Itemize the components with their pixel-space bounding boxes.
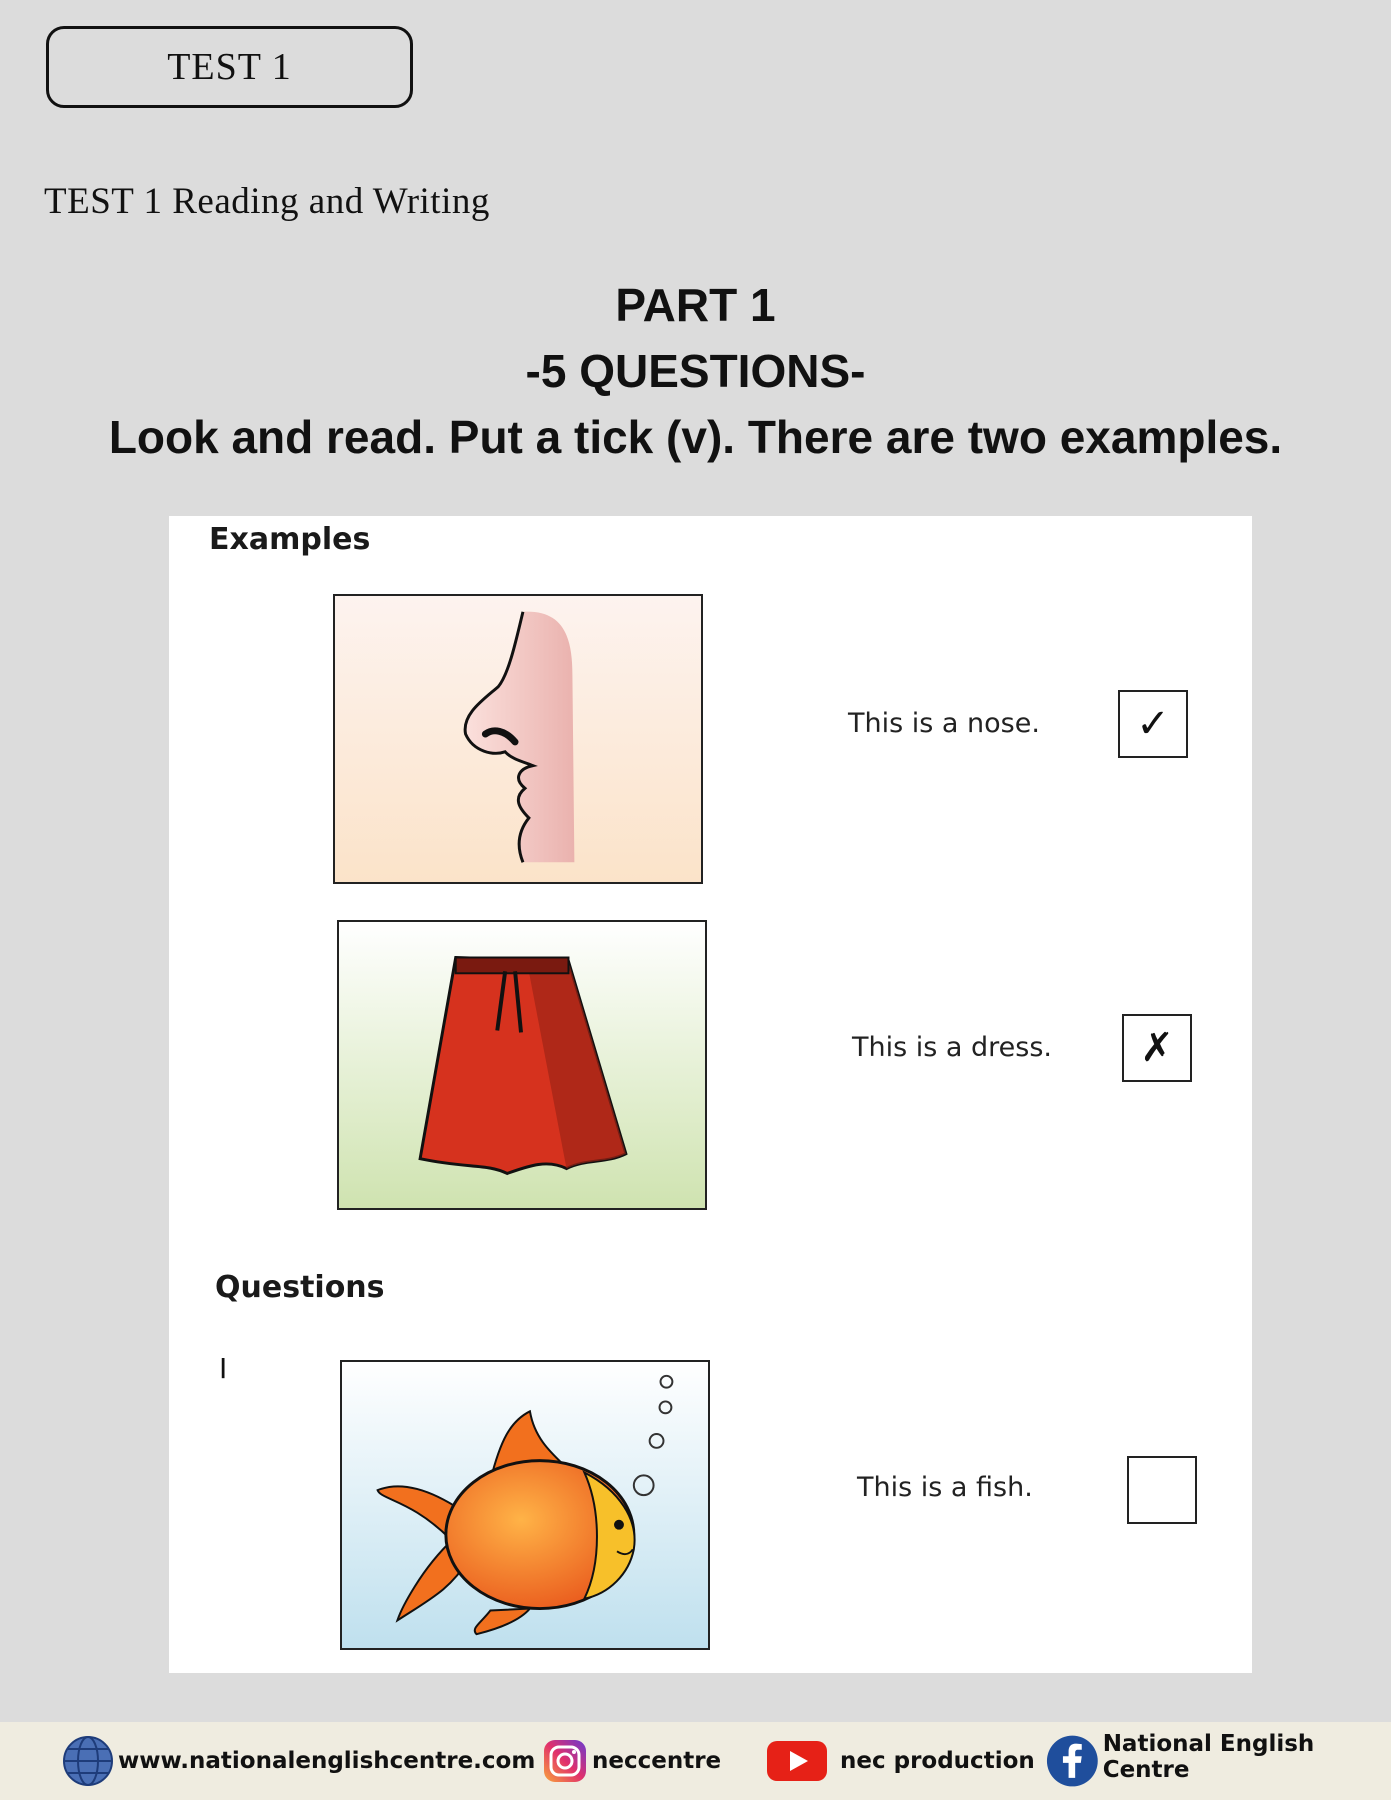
instagram-icon [542,1738,588,1784]
tick-mark-icon: ✓ [1136,701,1170,747]
youtube-icon [766,1739,828,1783]
globe-icon [62,1735,114,1787]
question-1-number: I [219,1352,228,1385]
part-title: PART 1 [615,279,776,331]
nose-picture [333,594,703,884]
footer-facebook[interactable] [1046,1722,1391,1800]
instagram-handle[interactable]: neccentre [592,1748,722,1774]
test-badge: TEST 1 [46,26,413,108]
website-link[interactable]: www.nationalenglishcentre.com [118,1748,536,1774]
question-count: -5 QUESTIONS- [525,345,866,397]
example-2-text: This is a dress. [852,1032,1053,1063]
example-1-text: This is a nose. [848,708,1040,739]
question-1-text: This is a fish. [857,1472,1033,1503]
test-subtitle: TEST 1 Reading and Writing [44,181,490,222]
youtube-channel[interactable]: nec production [840,1748,1035,1774]
questions-label: Questions [215,1270,385,1305]
fish-drawing [342,1362,708,1648]
fish-picture [340,1360,710,1650]
facebook-icon [1046,1733,1099,1789]
footer-bar [0,1722,1391,1800]
skirt-picture [337,920,707,1210]
nose-drawing [335,596,701,882]
facebook-page[interactable]: National English Centre [1102,1731,1315,1783]
question-1-tickbox[interactable] [1127,1456,1197,1524]
examples-label: Examples [209,522,371,557]
skirt-drawing [339,922,705,1208]
cross-mark-icon: ✗ [1140,1025,1174,1071]
exercise-sheet [169,516,1252,1673]
footer-website[interactable] [62,1722,535,1800]
instruction-text: Look and read. Put a tick (v). There are two examples. [108,411,1283,463]
example-2-tickbox[interactable] [1122,1014,1192,1082]
example-1-tickbox[interactable] [1118,690,1188,758]
footer-youtube[interactable] [766,1722,1035,1800]
footer-instagram[interactable] [542,1722,721,1800]
